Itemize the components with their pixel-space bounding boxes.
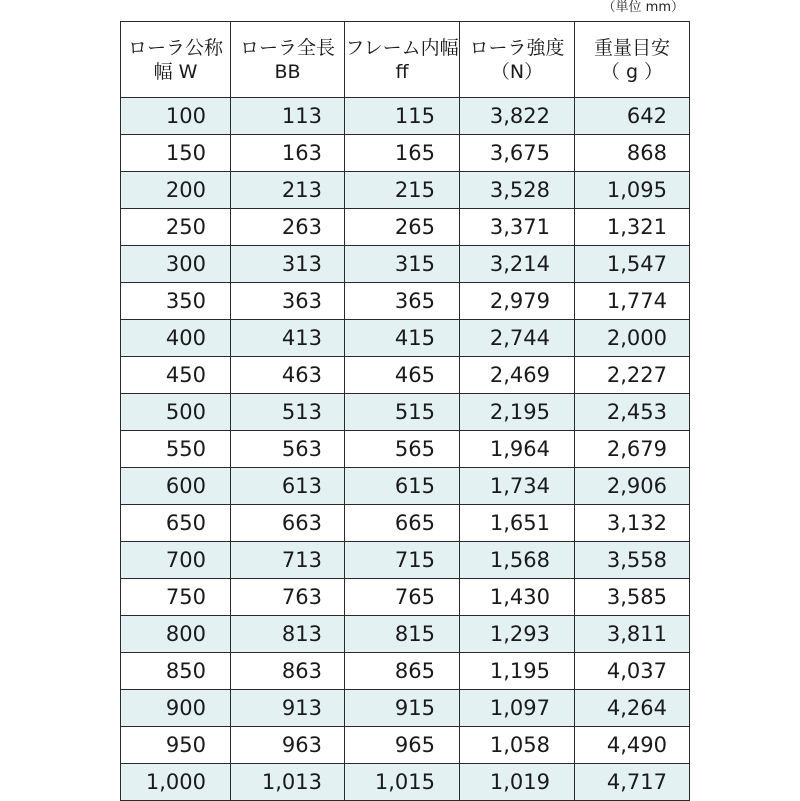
cell-nominal-width: 850 — [121, 653, 231, 690]
cell-roller-strength: 1,097 — [460, 690, 575, 727]
cell-weight: 2,679 — [575, 431, 690, 468]
cell-roller-strength: 2,744 — [460, 320, 575, 357]
table-row — [121, 320, 690, 357]
cell-nominal-width: 600 — [121, 468, 231, 505]
unit-note: （単位 mm） — [602, 0, 684, 15]
cell-overall-length: 713 — [231, 542, 345, 579]
cell-weight: 2,227 — [575, 357, 690, 394]
cell-roller-strength: 1,019 — [460, 764, 575, 801]
cell-weight: 4,037 — [575, 653, 690, 690]
table-row — [121, 246, 690, 283]
cell-overall-length: 1,013 — [231, 764, 345, 801]
cell-roller-strength: 1,734 — [460, 468, 575, 505]
table-row — [121, 98, 690, 135]
cell-nominal-width: 350 — [121, 283, 231, 320]
table-row — [121, 468, 690, 505]
header-line: ローラ強度 — [469, 36, 565, 59]
cell-weight: 3,811 — [575, 616, 690, 653]
cell-frame-inner-width: 565 — [345, 431, 460, 468]
cell-nominal-width: 750 — [121, 579, 231, 616]
cell-frame-inner-width: 165 — [345, 135, 460, 172]
cell-overall-length: 563 — [231, 431, 345, 468]
cell-roller-strength: 1,964 — [460, 431, 575, 468]
cell-weight: 1,095 — [575, 172, 690, 209]
header-line: （N） — [490, 60, 544, 83]
cell-weight: 3,585 — [575, 579, 690, 616]
header-line: フレーム内幅 — [345, 36, 459, 59]
cell-frame-inner-width: 315 — [345, 246, 460, 283]
cell-overall-length: 963 — [231, 727, 345, 764]
table-row — [121, 431, 690, 468]
cell-frame-inner-width: 865 — [345, 653, 460, 690]
cell-roller-strength: 1,651 — [460, 505, 575, 542]
cell-weight: 1,321 — [575, 209, 690, 246]
table-row — [121, 172, 690, 209]
cell-frame-inner-width: 115 — [345, 98, 460, 135]
cell-weight: 2,000 — [575, 320, 690, 357]
cell-weight: 1,547 — [575, 246, 690, 283]
cell-roller-strength: 2,469 — [460, 357, 575, 394]
cell-roller-strength: 2,195 — [460, 394, 575, 431]
cell-nominal-width: 500 — [121, 394, 231, 431]
cell-frame-inner-width: 815 — [345, 616, 460, 653]
cell-frame-inner-width: 215 — [345, 172, 460, 209]
cell-frame-inner-width: 265 — [345, 209, 460, 246]
cell-weight: 4,717 — [575, 764, 690, 801]
header-overall-length — [231, 22, 345, 98]
cell-frame-inner-width: 615 — [345, 468, 460, 505]
cell-weight: 2,453 — [575, 394, 690, 431]
header-line: 重量目安 — [593, 36, 670, 59]
cell-frame-inner-width: 415 — [345, 320, 460, 357]
cell-nominal-width: 650 — [121, 505, 231, 542]
cell-roller-strength: 3,528 — [460, 172, 575, 209]
cell-roller-strength: 2,979 — [460, 283, 575, 320]
cell-weight: 1,774 — [575, 283, 690, 320]
cell-roller-strength: 3,371 — [460, 209, 575, 246]
header-line: BB — [274, 60, 301, 83]
table-body — [121, 98, 690, 801]
cell-overall-length: 663 — [231, 505, 345, 542]
cell-weight: 2,906 — [575, 468, 690, 505]
table-row — [121, 764, 690, 801]
cell-overall-length: 513 — [231, 394, 345, 431]
cell-roller-strength: 1,058 — [460, 727, 575, 764]
cell-weight: 4,264 — [575, 690, 690, 727]
cell-weight: 868 — [575, 135, 690, 172]
cell-roller-strength: 3,822 — [460, 98, 575, 135]
cell-overall-length: 763 — [231, 579, 345, 616]
header-line: （ g ） — [600, 60, 664, 83]
cell-frame-inner-width: 765 — [345, 579, 460, 616]
cell-nominal-width: 950 — [121, 727, 231, 764]
cell-frame-inner-width: 665 — [345, 505, 460, 542]
header-line: ローラ全長 — [239, 36, 335, 59]
cell-frame-inner-width: 965 — [345, 727, 460, 764]
cell-roller-strength: 3,675 — [460, 135, 575, 172]
table-row — [121, 542, 690, 579]
table-row — [121, 727, 690, 764]
cell-overall-length: 163 — [231, 135, 345, 172]
header-line: 幅 W — [153, 60, 198, 83]
cell-nominal-width: 450 — [121, 357, 231, 394]
cell-overall-length: 263 — [231, 209, 345, 246]
cell-nominal-width: 250 — [121, 209, 231, 246]
cell-roller-strength: 1,568 — [460, 542, 575, 579]
cell-weight: 3,132 — [575, 505, 690, 542]
header-roller-strength — [460, 22, 575, 98]
cell-nominal-width: 1,000 — [121, 764, 231, 801]
table-row — [121, 579, 690, 616]
cell-frame-inner-width: 915 — [345, 690, 460, 727]
roller-spec-table — [120, 21, 690, 801]
cell-nominal-width: 900 — [121, 690, 231, 727]
cell-overall-length: 363 — [231, 283, 345, 320]
header-row — [121, 22, 690, 98]
table-row — [121, 357, 690, 394]
table-row — [121, 616, 690, 653]
header-line: ff — [395, 60, 409, 83]
cell-overall-length: 113 — [231, 98, 345, 135]
cell-nominal-width: 700 — [121, 542, 231, 579]
cell-nominal-width: 300 — [121, 246, 231, 283]
table-row — [121, 135, 690, 172]
cell-nominal-width: 150 — [121, 135, 231, 172]
table-row — [121, 209, 690, 246]
cell-roller-strength: 3,214 — [460, 246, 575, 283]
cell-weight: 4,490 — [575, 727, 690, 764]
table-row — [121, 505, 690, 542]
cell-overall-length: 613 — [231, 468, 345, 505]
cell-roller-strength: 1,430 — [460, 579, 575, 616]
cell-frame-inner-width: 365 — [345, 283, 460, 320]
cell-overall-length: 813 — [231, 616, 345, 653]
cell-frame-inner-width: 515 — [345, 394, 460, 431]
header-line: ローラ公称 — [127, 36, 223, 59]
header-nominal-width — [121, 22, 231, 98]
header-weight — [575, 22, 690, 98]
cell-nominal-width: 200 — [121, 172, 231, 209]
cell-weight: 642 — [575, 98, 690, 135]
table-row — [121, 283, 690, 320]
cell-roller-strength: 1,195 — [460, 653, 575, 690]
cell-weight: 3,558 — [575, 542, 690, 579]
cell-overall-length: 463 — [231, 357, 345, 394]
cell-overall-length: 913 — [231, 690, 345, 727]
cell-frame-inner-width: 715 — [345, 542, 460, 579]
cell-nominal-width: 550 — [121, 431, 231, 468]
cell-frame-inner-width: 1,015 — [345, 764, 460, 801]
table-row — [121, 394, 690, 431]
cell-overall-length: 413 — [231, 320, 345, 357]
cell-nominal-width: 800 — [121, 616, 231, 653]
cell-overall-length: 213 — [231, 172, 345, 209]
cell-nominal-width: 100 — [121, 98, 231, 135]
cell-nominal-width: 400 — [121, 320, 231, 357]
cell-overall-length: 863 — [231, 653, 345, 690]
cell-overall-length: 313 — [231, 246, 345, 283]
header-frame-inner-width — [345, 22, 460, 98]
table-row — [121, 690, 690, 727]
table-row — [121, 653, 690, 690]
cell-roller-strength: 1,293 — [460, 616, 575, 653]
cell-frame-inner-width: 465 — [345, 357, 460, 394]
